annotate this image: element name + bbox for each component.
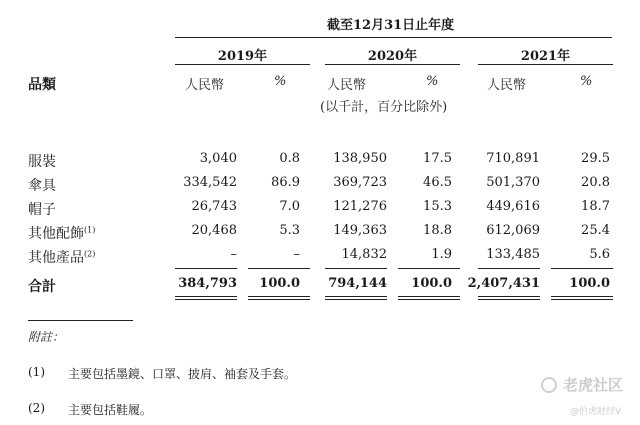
note-1-num: (1) (28, 365, 45, 379)
cell-hats-2020-pct: 15.3 (423, 199, 452, 214)
cell-hats-2019-amount: 26,743 (191, 199, 237, 214)
period-header: 截至12月31日止年度 (327, 18, 455, 33)
total-cell-2020-pct: 100.0 (411, 276, 452, 291)
cell-other-products-2021-pct: 5.6 (589, 247, 610, 262)
row-label-umbrellas: 傘具 (28, 178, 56, 194)
year-2021: 2021年 (520, 49, 571, 64)
cell-apparel-2020-pct: 17.5 (423, 151, 452, 166)
cell-other-products-2019-amount: – (230, 247, 237, 262)
cell-umbrellas-2019-amount: 334,542 (183, 175, 237, 190)
row-label-apparel: 服裝 (28, 154, 56, 170)
pct-2021: % (580, 74, 593, 89)
unit-note: (以千計，百分比除外) (320, 100, 448, 115)
cell-apparel-2020-amount: 138,950 (333, 151, 387, 166)
year-rule-2019 (175, 64, 310, 65)
total-top-rule-2020-pct (398, 268, 460, 269)
currency-2019: 人民幣 (185, 78, 225, 93)
total-dbl-rule-a-2021-amt (478, 296, 540, 297)
period-header-rule (175, 37, 612, 38)
row-label-other-accessories-text: 其他配飾 (28, 226, 84, 242)
total-label: 合計 (28, 279, 56, 295)
cell-other-products-2021-amount: 133,485 (486, 247, 540, 262)
total-top-rule-2019-pct (248, 268, 310, 269)
cell-other-accessories-2019-pct: 5.3 (279, 223, 300, 238)
watermark-sub: @伯虎财经V (570, 407, 622, 417)
cell-apparel-2021-pct: 29.5 (581, 151, 610, 166)
cell-umbrellas-2021-amount: 501,370 (486, 175, 540, 190)
year-rule-2020 (325, 64, 460, 65)
cell-other-products-2019-pct: – (293, 247, 300, 262)
total-top-rule-2021-pct (551, 268, 613, 269)
row-label-other-accessories (28, 223, 95, 243)
note-2-num: (2) (28, 401, 45, 415)
year-2019: 2019年 (217, 49, 268, 64)
pct-2019: % (274, 74, 287, 89)
total-dbl-rule-b-2020-pct (398, 299, 460, 300)
cell-other-products-2020-amount: 14,832 (341, 247, 387, 262)
footnote-ref-1: (1) (84, 225, 96, 235)
cell-other-accessories-2021-pct: 25.4 (581, 223, 610, 238)
total-dbl-rule-a-2020-amt (325, 296, 387, 297)
row-label-other-products-text: 其他產品 (28, 250, 84, 266)
total-dbl-rule-a-2021-pct (551, 296, 613, 297)
total-dbl-rule-b-2021-pct (551, 299, 613, 300)
cell-hats-2020-amount: 121,276 (333, 199, 387, 214)
row-label-other-products (28, 247, 95, 267)
total-dbl-rule-a-2019-amt (175, 296, 237, 297)
watermark-main: 老虎社区 (563, 376, 624, 394)
total-dbl-rule-a-2019-pct (248, 296, 310, 297)
cell-hats-2019-pct: 7.0 (279, 199, 300, 214)
cell-other-accessories-2020-pct: 18.8 (423, 223, 452, 238)
total-top-rule-2020-amt (325, 268, 387, 269)
total-dbl-rule-b-2021-amt (478, 299, 540, 300)
year-rule-2021 (478, 64, 613, 65)
total-top-rule-2021-amt (478, 268, 540, 269)
total-cell-2019-amount: 384,793 (178, 276, 237, 291)
cell-other-accessories-2019-amount: 20,468 (191, 223, 237, 238)
cell-umbrellas-2021-pct: 20.8 (581, 175, 610, 190)
cell-other-accessories-2021-amount: 612,069 (486, 223, 540, 238)
cell-other-products-2020-pct: 1.9 (431, 247, 452, 262)
footnote-ref-2: (2) (84, 249, 96, 259)
cell-apparel-2019-pct: 0.8 (279, 151, 300, 166)
note-2-text: 主要包括鞋履。 (68, 403, 153, 417)
total-cell-2019-pct: 100.0 (259, 276, 300, 291)
note-1-text: 主要包括墨鏡、口罩、披肩、袖套及手套。 (68, 367, 297, 381)
total-dbl-rule-b-2019-amt (175, 299, 237, 300)
total-cell-2021-pct: 100.0 (569, 276, 610, 291)
total-dbl-rule-a-2020-pct (398, 296, 460, 297)
category-header: 品類 (28, 77, 56, 93)
total-cell-2021-amount: 2,407,431 (467, 276, 540, 291)
cell-umbrellas-2020-pct: 46.5 (423, 175, 452, 190)
pct-2020: % (426, 74, 439, 89)
cell-apparel-2019-amount: 3,040 (199, 151, 237, 166)
total-top-rule-2019-amt (175, 268, 237, 269)
notes-divider (28, 320, 133, 321)
total-dbl-rule-b-2019-pct (248, 299, 310, 300)
currency-2021: 人民幣 (487, 78, 527, 93)
notes-heading: 附註： (28, 330, 65, 344)
total-dbl-rule-b-2020-amt (325, 299, 387, 300)
cell-hats-2021-amount: 449,616 (486, 199, 540, 214)
watermark-logo-icon (541, 377, 557, 393)
currency-2020: 人民幣 (327, 78, 367, 93)
cell-apparel-2021-amount: 710,891 (486, 151, 540, 166)
row-label-hats: 帽子 (28, 202, 56, 218)
cell-umbrellas-2019-pct: 86.9 (271, 175, 300, 190)
cell-other-accessories-2020-amount: 149,363 (333, 223, 387, 238)
cell-hats-2021-pct: 18.7 (581, 199, 610, 214)
total-cell-2020-amount: 794,144 (328, 276, 387, 291)
cell-umbrellas-2020-amount: 369,723 (333, 175, 387, 190)
year-2020: 2020年 (367, 49, 418, 64)
